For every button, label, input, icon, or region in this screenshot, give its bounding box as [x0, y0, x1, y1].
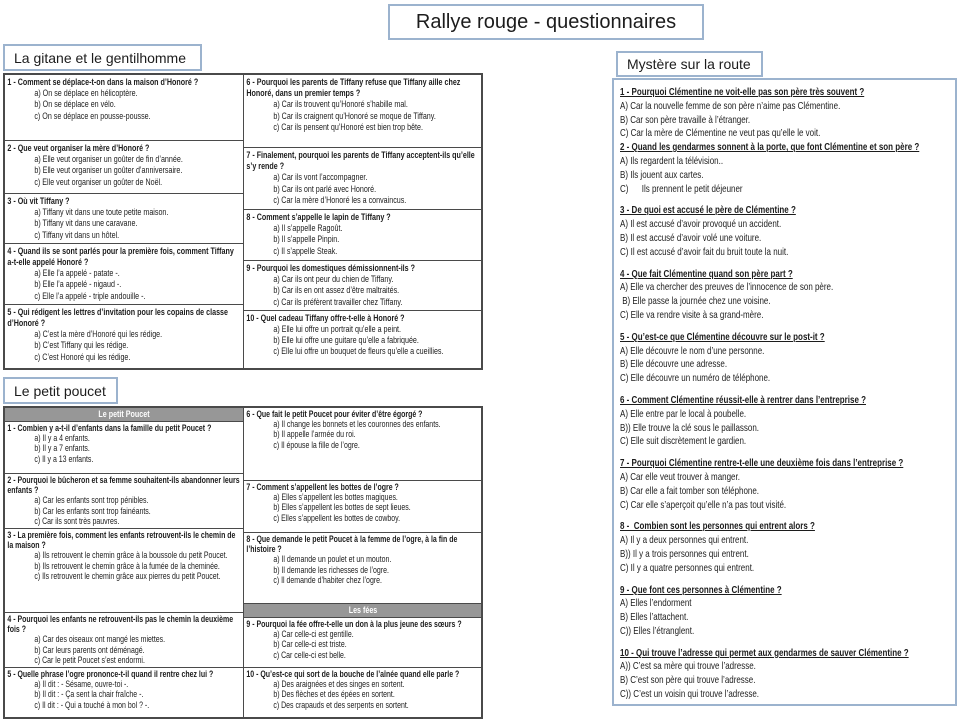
table-section-header: Le petit Poucet: [5, 408, 243, 422]
section-label-gitane: [3, 44, 202, 71]
question-cell: [244, 210, 482, 261]
question-text: 7 - Pourquoi Clémentine rentre-t-elle une deuxième fois dans l’entreprise ?: [620, 457, 904, 470]
answer-option: C) Car la mère de Clémentine ne veut pas qu’elle le voit.: [620, 127, 821, 140]
answer-option: b) Car les enfants sont trop fainéants.: [34, 505, 151, 516]
section-label-text: Le petit poucet: [14, 382, 106, 399]
answer-option: c) Il épouse la fille de l’ogre.: [272, 439, 360, 450]
answer-option: b) Car leurs parents ont déménagé.: [34, 644, 145, 655]
answer-option: A)) C’est sa mère qui trouve l’adresse.: [620, 660, 756, 673]
title-box: [388, 4, 704, 40]
answer-option: a) Car des oiseaux ont mangé les miettes.: [34, 634, 166, 645]
answer-option: B) Car elle a fait tomber son téléphone.: [620, 484, 760, 497]
table-section-header: Les fées: [244, 604, 482, 618]
answer-option: C) Ils prennent le petit déjeuner: [620, 182, 743, 195]
answer-option: A) Il y a deux personnes qui entrent.: [620, 534, 749, 547]
question-cell: [244, 533, 482, 604]
answer-option: c) Car ils sont très pauvres.: [34, 515, 120, 526]
answer-option: a) Il s’appelle Ragoût.: [272, 223, 342, 234]
answer-option: B) Ils jouent aux cartes.: [620, 168, 704, 181]
question-cell: [244, 311, 482, 360]
question-text: 8 - Que demande le petit Poucet à la femme de l’ogre, à la fin de l’histoire ?: [245, 534, 459, 555]
answer-option: b) Tiffany vit dans une caravane.: [34, 218, 138, 229]
answer-option: c) Il y a 13 enfants.: [34, 453, 94, 464]
table-column-left: [5, 75, 243, 368]
question-text: 2 - Pourquoi le bûcheron et sa femme souhaitent-ils abandonner leurs enfants ?: [7, 475, 242, 496]
answer-option: B) Il est accusé d’avoir volé une voiture.: [620, 231, 762, 244]
question-cell: [244, 668, 482, 712]
question-cell: [5, 474, 243, 529]
answer-option: c) Tiffany vit dans un hôtel.: [34, 229, 120, 240]
answer-option: c) Car la mère d’Honoré les a convaincus.: [272, 194, 406, 205]
question-text: 1 - Pourquoi Clémentine ne voit-elle pas son père très souvent ?: [620, 86, 865, 98]
question-cell: [5, 422, 243, 474]
answer-option: b) Des flèches et des épées en sortent.: [272, 689, 395, 700]
question-block: [620, 268, 957, 323]
question-text: 6 - Comment Clémentine réussit-elle à rentrer dans l’entreprise ?: [620, 393, 867, 406]
answer-option: a) Car celle-ci est gentille.: [272, 629, 354, 640]
table-column-right: [243, 75, 482, 368]
table-column-right: [243, 408, 482, 717]
question-text: 5 - Qui rédigent les lettres d’invitation pour les copains de classe d’Honoré ?: [7, 306, 230, 329]
question-text: 2 - Que veut organiser la mère d’Honoré ?: [7, 143, 150, 153]
questionnaire-table-poucet: [3, 406, 483, 719]
table-column-left: [5, 408, 243, 717]
answer-option: C) Elle va rendre visite à sa grand-mère.: [620, 308, 764, 321]
question-cell: [244, 408, 482, 481]
question-text: 1 - Combien y a-t-il d’enfants dans la famille du petit Poucet ?: [7, 423, 212, 433]
question-text: 10 - Qui trouve l’adresse qui permet aux gendarmes de sauver Clémentine ?: [620, 646, 909, 659]
answer-option: c) Car ils préfèrent travailler chez Tiffany.: [272, 296, 402, 307]
question-text: 4 - Que fait Clémentine quand son père part ?: [620, 267, 793, 280]
answer-option: A) Ils regardent la télévision..: [620, 154, 724, 167]
question-text: 6 - Que fait le petit Poucet pour éviter d’être égorgé ?: [245, 409, 422, 419]
questionnaire-table-gitane: [3, 73, 483, 370]
answer-option: a) On se déplace en hélicoptère.: [34, 88, 138, 99]
answer-option: c) Car ils pensent qu’Honoré est bien trop bête.: [272, 121, 423, 132]
question-text: 3 - La première fois, comment les enfants retrouvent-ils le chemin de la maison ?: [7, 530, 238, 551]
answer-option: C) Il y a quatre personnes qui entrent.: [620, 561, 755, 574]
answer-option: b) Elles s’appellent les bottes de sept lieues.: [272, 502, 411, 513]
answer-option: c) Elle lui offre un bouquet de fleurs qu’elle a cueillies.: [272, 346, 443, 357]
question-text: 3 - Où vit Tiffany ?: [7, 196, 70, 206]
answer-option: a) Elle l’a appelé - patate -.: [34, 268, 120, 279]
question-text: 5 - Quelle phrase l’ogre prononce-t-il quand il rentre chez lui ?: [7, 669, 214, 680]
answer-option: b) C’est Tiffany qui les rédige.: [34, 340, 129, 351]
answer-option: a) Elles s’appellent les bottes magiques.: [272, 492, 398, 503]
answer-option: C) Il est accusé d’avoir fait du bruit toute la nuit.: [620, 245, 789, 258]
answer-option: c) Car celle-ci est belle.: [272, 649, 346, 660]
answer-option: B) Car son père travaille à l’étranger.: [620, 113, 751, 126]
answer-option: C)) Elles l’étranglent.: [620, 624, 695, 637]
answer-option: c) Il dit : - Qui a touché à mon bol ? -.: [34, 699, 150, 710]
answer-option: C)) C’est un voisin qui trouve l’adresse.: [620, 688, 760, 701]
answer-option: C) Elle suit discrètement le gardien.: [620, 435, 747, 448]
answer-option: B) C’est son père qui trouve l’adresse.: [620, 674, 756, 687]
question-cell: [244, 148, 482, 210]
question-text: 4 - Quand ils se sont parlés pour la première fois, comment Tiffany a-t-elle appelé Honoré ?: [7, 245, 236, 268]
question-cell: [5, 194, 243, 244]
answer-option: A) Il est accusé d’avoir provoqué un accident.: [620, 218, 782, 231]
answer-option: A) Elle entre par le local à poubelle.: [620, 407, 747, 420]
question-cell: [244, 618, 482, 668]
question-block: [620, 394, 957, 449]
answer-option: B)) Elle trouve la clé sous le paillasson.: [620, 421, 760, 434]
answer-option: A) Car elle veut trouver à manger.: [620, 470, 740, 483]
answer-option: c) Il demande d’habiter chez l’ogre.: [272, 574, 382, 585]
question-block: [620, 520, 957, 575]
question-cell: [5, 244, 243, 305]
section-label-poucet: [3, 377, 118, 404]
question-text: 10 - Quel cadeau Tiffany offre-t-elle à Honoré ?: [245, 312, 405, 323]
answer-option: B) Elle passe la journée chez une voisine.: [620, 295, 771, 308]
answer-option: a) Car ils vont l’accompagner.: [272, 172, 367, 183]
question-text: 2 - Quand les gendarmes sonnent à la porte, que font Clémentine et son père ?: [620, 141, 920, 154]
question-cell: [244, 261, 482, 311]
page-title: Rallye rouge - questionnaires: [415, 10, 677, 33]
answer-option: B) Elles l’attachent.: [620, 611, 689, 624]
answer-option: a) Elle veut organiser un goûter de fin d’année.: [34, 154, 183, 165]
answer-option: a) Car ils ont peur du chien de Tiffany.: [272, 274, 393, 285]
answer-option: c) Elle veut organiser un goûter de Noël.: [34, 176, 163, 187]
question-text: 5 - Qu’est-ce que Clémentine découvre sur le post-it ?: [620, 330, 825, 343]
section-label-mystere: [616, 51, 763, 77]
answer-option: b) Car ils craignent qu’Honoré se moque de Tiffany.: [272, 110, 436, 121]
answer-option: B)) Il y a trois personnes qui entrent.: [620, 547, 749, 560]
question-block: [620, 647, 957, 702]
question-text: 7 - Comment s’appellent les bottes de l’ogre ?: [245, 482, 399, 492]
question-cell: [5, 75, 243, 141]
answer-option: c) On se déplace en pousse-pousse.: [34, 110, 151, 121]
answer-option: a) Car les enfants sont trop pénibles.: [34, 495, 149, 506]
answer-option: c) Ils retrouvent le chemin grâce aux pierres du petit Poucet.: [34, 570, 221, 581]
question-text: 3 - De quoi est accusé le père de Clémentine ?: [620, 204, 796, 217]
answer-option: a) Il dit : - Sésame, ouvre-toi -.: [34, 679, 129, 690]
answer-option: b) Car ils ont parlé avec Honoré.: [272, 183, 376, 194]
question-block: [620, 86, 957, 141]
answer-option: c) Il s’appelle Steak.: [272, 245, 337, 256]
answer-option: a) Elle lui offre un portrait qu’elle a peint.: [272, 324, 401, 335]
answer-option: a) Ils retrouvent le chemin grâce à la boussole du petit Poucet.: [34, 550, 228, 561]
answer-option: A) Elle découvre le nom d’une personne.: [620, 344, 765, 357]
question-cell: [5, 668, 243, 712]
answer-option: b) Il demande les richesses de l’ogre.: [272, 564, 389, 575]
question-block: [620, 141, 957, 196]
question-block: [620, 331, 957, 386]
answer-option: A) Car la nouvelle femme de son père n’aime pas Clémentine.: [620, 99, 841, 112]
answer-option: b) Il dit : - Ça sent la chair fraîche -.: [34, 689, 144, 700]
question-text: 8 - Combien sont les personnes qui entrent alors ?: [620, 520, 815, 533]
question-text: 1 - Comment se déplace-t-on dans la maison d’Honoré ?: [7, 77, 199, 87]
answer-option: c) Elles s’appellent les bottes de cowboy.: [272, 512, 400, 523]
question-text: 8 - Comment s’appelle le lapin de Tiffany ?: [245, 212, 391, 222]
answer-option: A) Elles l’endorment: [620, 597, 692, 610]
question-block: [620, 457, 957, 512]
question-text: 9 - Pourquoi les domestiques démissionnent-ils ?: [245, 263, 415, 273]
answer-option: b) Il y a 7 enfants.: [34, 443, 90, 454]
answer-option: a) Il y a 4 enfants.: [34, 433, 90, 444]
answer-option: b) Il appelle l’armée du roi.: [272, 429, 356, 440]
answer-option: a) Des araignées et des singes en sortent.: [272, 679, 404, 690]
answer-option: c) Car le petit Poucet s’est endormi.: [34, 654, 145, 665]
answer-option: b) Il s’appelle Pinpin.: [272, 234, 339, 245]
question-cell: [5, 613, 243, 668]
question-block: [620, 584, 957, 639]
question-cell: [244, 481, 482, 533]
answer-option: a) Tiffany vit dans une toute petite maison.: [34, 207, 169, 218]
question-text: 9 - Que font ces personnes à Clémentine ?: [620, 583, 782, 596]
questionnaire-panel-mystere: [612, 78, 957, 706]
answer-option: c) Elle l’a appelé - triple andouille -.: [34, 290, 146, 301]
answer-option: b) On se déplace en vélo.: [34, 99, 116, 110]
question-cell: [5, 141, 243, 194]
answer-option: b) Elle lui offre une guitare qu’elle a fabriquée.: [272, 335, 419, 346]
answer-option: C) Car elle s’aperçoit qu’elle n’a pas tout visité.: [620, 498, 787, 511]
answer-option: a) C’est la mère d’Honoré qui les rédige.: [34, 329, 163, 340]
question-text: 10 - Qu’est-ce qui sort de la bouche de l’aînée quand elle parle ?: [245, 669, 459, 679]
answer-option: c) Des crapauds et des serpents en sortent.: [272, 699, 409, 710]
answer-option: b) Car celle-ci est triste.: [272, 639, 347, 650]
question-text: 4 - Pourquoi les enfants ne retrouvent-ils pas le chemin la deuxième fois ?: [7, 614, 236, 635]
section-label-text: La gitane et le gentilhomme: [14, 49, 186, 66]
answer-option: c) C’est Honoré qui les rédige.: [34, 351, 131, 362]
question-cell: [244, 75, 482, 148]
question-block: [620, 204, 957, 259]
answer-option: b) Elle l’a appelé - nigaud -.: [34, 279, 122, 290]
answer-option: b) Car ils en ont assez d’être maltraités.: [272, 285, 399, 296]
answer-option: b) Elle veut organiser un goûter d’anniversaire.: [34, 165, 183, 176]
question-text: 7 - Finalement, pourquoi les parents de Tiffany acceptent-ils qu’elle s’y rende ?: [245, 150, 477, 172]
question-text: 9 - Pourquoi la fée offre-t-elle un don à la plus jeune des sœurs ?: [245, 619, 462, 629]
answer-option: b) Ils retrouvent le chemin grâce à la fumée de la cheminée.: [34, 560, 220, 571]
answer-option: A) Elle va chercher des preuves de l’innocence de son père.: [620, 281, 834, 294]
section-label-text: Mystère sur la route: [627, 56, 751, 72]
answer-option: B) Elle découvre une adresse.: [620, 358, 728, 371]
answer-option: C) Elle découvre un numéro de téléphone.: [620, 372, 771, 385]
answer-option: a) Il demande un poulet et un mouton.: [272, 554, 391, 565]
question-cell: [5, 305, 243, 365]
question-text: 6 - Pourquoi les parents de Tiffany refuse que Tiffany aille chez Honoré, dans un premier temps ?: [245, 77, 462, 99]
question-cell: [5, 529, 243, 613]
answer-option: a) Car ils trouvent qu’Honoré s’habille mal.: [272, 99, 408, 110]
answer-option: a) Il change les bonnets et les couronnes des enfants.: [272, 419, 441, 430]
